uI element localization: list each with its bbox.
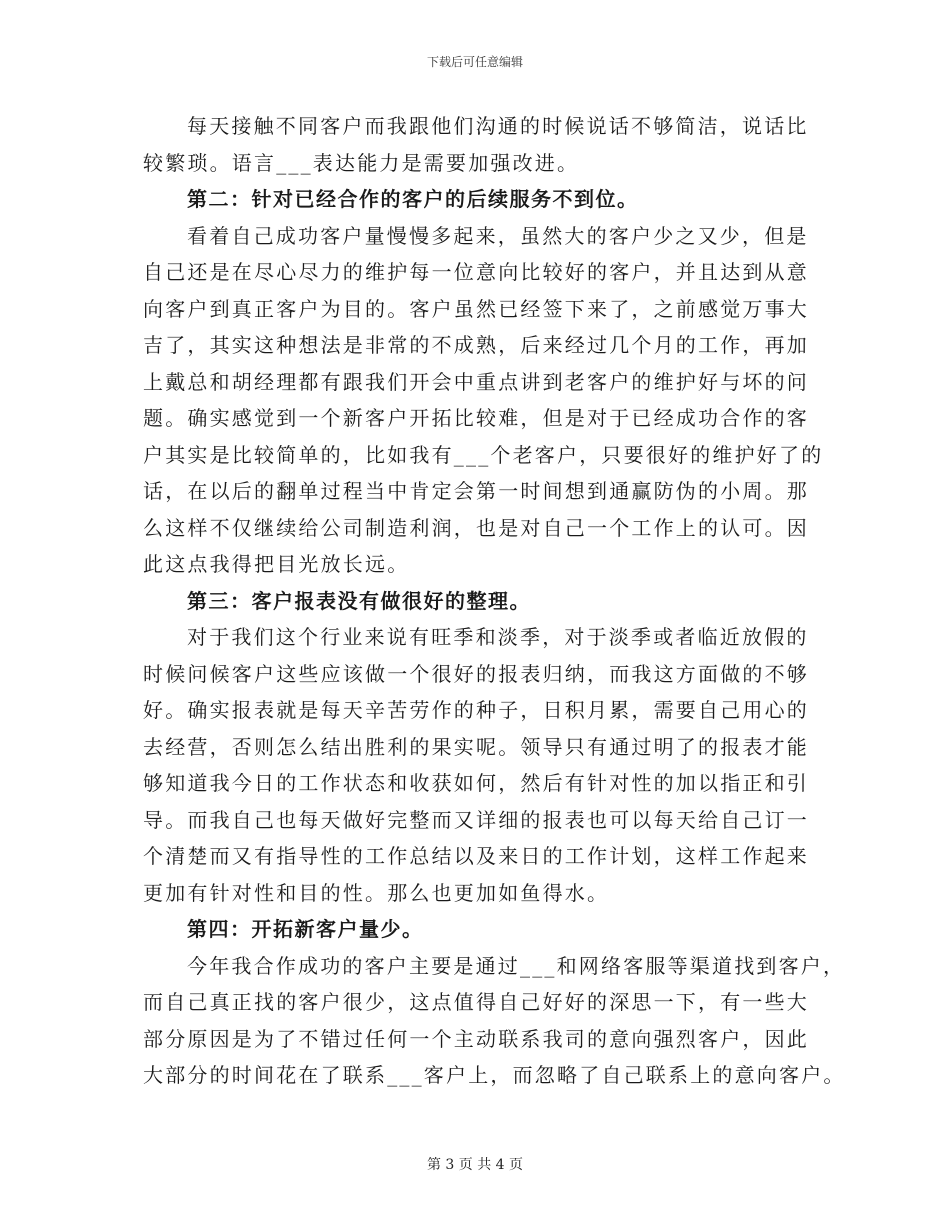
paragraph-line: 较繁琐。语言___表达能力是需要加强改进。 <box>143 150 580 175</box>
paragraph-line: 上戴总和胡经理都有跟我们开会中重点讲到老客户的维护好与坏的问 <box>143 369 809 394</box>
paragraph-line: 够知道我今日的工作状态和收获如何，然后有针对性的加以指正和引 <box>143 771 809 795</box>
paragraph-line: 时候问候客户这些应该做一个很好的报表归纳，而我这方面做的不够 <box>143 661 809 686</box>
paragraph-line: 导。而我自己也每天做好完整而又详细的报表也可以每天给自己订一 <box>143 807 809 832</box>
paragraph-line: 看着自己成功客户量慢慢多起来，虽然大的客户少之又少，但是 <box>187 223 809 248</box>
paragraph-line: 去经营，否则怎么结出胜利的果实呢。领导只有通过明了的报表才能 <box>143 734 809 759</box>
paragraph-line: 对于我们这个行业来说有旺季和淡季，对于淡季或者临近放假的 <box>187 625 809 649</box>
section-heading: 第二：针对已经合作的客户的后续服务不到位。 <box>187 187 639 211</box>
paragraph-line: 吉了，其实这种想法是非常的不成熟，后来经过几个月的工作，再加 <box>143 333 809 357</box>
paragraph-line: 而自己真正找的客户很少，这点值得自己好好的深思一下，有一些大 <box>143 990 809 1014</box>
paragraph-line: 话，在以后的翻单过程当中肯定会第一时间想到通赢防伪的小周。那 <box>143 479 809 503</box>
paragraph-line: 个清楚而又有指导性的工作总结以及来日的工作计划，这样工作起来 <box>143 844 809 868</box>
document-body <box>143 108 846 1094</box>
paragraph-line: 部分原因是为了不错过任何一个主动联系我司的意向强烈客户，因此 <box>143 1026 809 1051</box>
paragraph-line: 大部分的时间花在了联系___客户上，而忽略了自己联系上的意向客户。 <box>143 1063 846 1087</box>
paragraph-line: 么这样不仅继续给公司制造利润，也是对自己一个工作上的认可。因 <box>143 515 809 540</box>
paragraph-line: 更加有针对性和目的性。那么也更加如鱼得水。 <box>143 880 610 905</box>
page-header: 下载后可任意编辑 <box>426 55 523 69</box>
section-heading: 第三：客户报表没有做很好的整理。 <box>187 588 531 613</box>
paragraph-line: 好。确实报表就是每天辛苦劳作的种子，日积月累，需要自己用心的 <box>143 698 809 722</box>
paragraph-line: 自己还是在尽心尽力的维护每一位意向比较好的客户，并且达到从意 <box>143 260 809 284</box>
paragraph-line: 每天接触不同客户而我跟他们沟通的时候说话不够简洁，说话比 <box>187 114 809 138</box>
section-heading: 第四：开拓新客户量少。 <box>187 917 424 941</box>
paragraph-line: 户其实是比较简单的，比如我有___个老客户，只要很好的维护好了的 <box>143 442 824 467</box>
page-footer: 第 3 页 共 4 页 <box>426 1157 524 1173</box>
paragraph-line: 向客户到真正客户为目的。客户虽然已经签下来了，之前感觉万事大 <box>143 296 809 321</box>
paragraph-line: 此这点我得把目光放长远。 <box>143 552 410 576</box>
paragraph-line: 题。确实感觉到一个新客户开拓比较难，但是对于已经成功合作的客 <box>143 406 809 430</box>
paragraph-line: 今年我合作成功的客户主要是通过___和网络客服等渠道找到客户， <box>187 953 846 978</box>
